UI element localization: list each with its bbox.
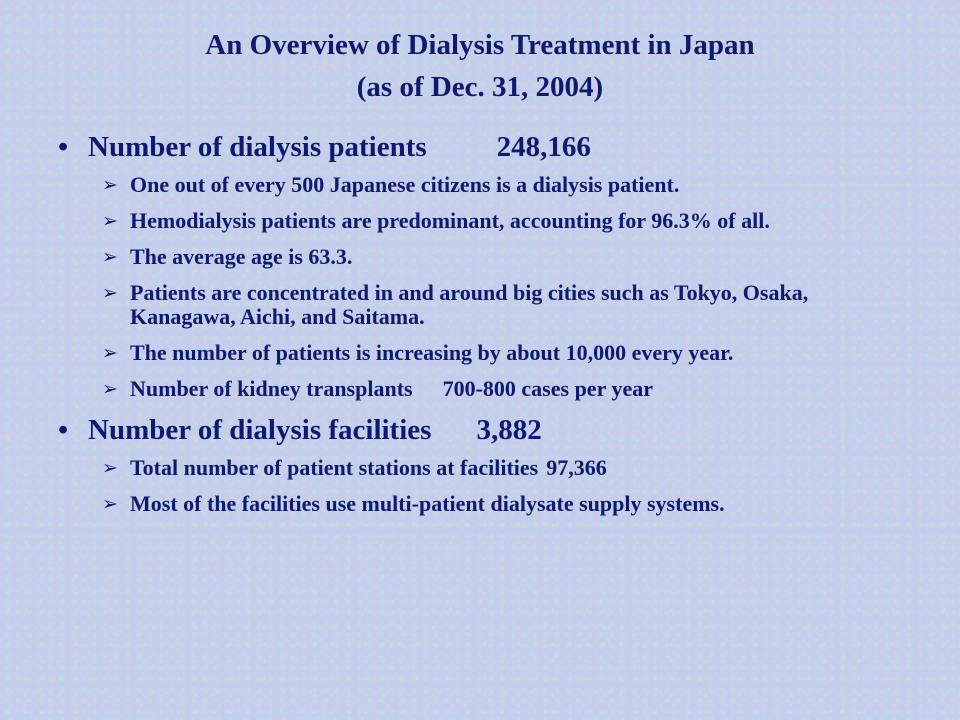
slide-content <box>58 130 918 528</box>
sub-bullet <box>58 209 918 233</box>
bullet-value: 3,882 <box>476 414 542 446</box>
sub-bullet <box>58 173 918 197</box>
sub-bullet-text: Most of the facilities use multi-patient dialysate supply systems. <box>130 491 725 516</box>
bullet-dialysis-facilities <box>58 413 918 447</box>
arrow-bullet-icon: ➢ <box>102 246 118 268</box>
sub-bullet-value: 97,366 <box>546 455 607 480</box>
arrow-bullet-icon: ➢ <box>102 342 118 364</box>
sub-bullet-text: One out of every 500 Japanese citizens is a dialysis patient. <box>130 172 680 197</box>
title-line-2: (as of Dec. 31, 2004) <box>356 71 604 103</box>
sub-bullet-text: The average age is 63.3. <box>130 244 353 269</box>
arrow-bullet-icon: ➢ <box>102 378 118 400</box>
sub-bullet <box>58 492 918 516</box>
sub-bullet-label: Total number of patient stations at facilities <box>130 455 539 480</box>
sub-bullet <box>58 281 918 329</box>
sub-bullet-patient-stations <box>58 456 918 480</box>
bullet-label: Number of dialysis patients <box>88 131 427 163</box>
arrow-bullet-icon: ➢ <box>102 174 118 196</box>
sub-bullet-text: Hemodialysis patients are predominant, accounting for 96.3% of all. <box>130 208 770 233</box>
bullet-icon: • <box>58 131 69 163</box>
sub-bullet <box>58 341 918 365</box>
bullet-value: 248,166 <box>496 131 591 163</box>
bullet-label: Number of dialysis facilities <box>88 414 432 446</box>
bullet-dialysis-patients <box>58 130 918 164</box>
sub-bullet <box>58 245 918 269</box>
bullet-icon: • <box>58 414 69 446</box>
arrow-bullet-icon: ➢ <box>102 210 118 232</box>
title-line-1: An Overview of Dialysis Treatment in Japan <box>205 29 755 61</box>
sub-bullet-kidney-transplants <box>58 377 918 401</box>
arrow-bullet-icon: ➢ <box>102 457 118 479</box>
arrow-bullet-icon: ➢ <box>102 282 118 304</box>
sub-bullet-label: Number of kidney transplants <box>130 376 413 401</box>
sub-bullet-text: Patients are concentrated in and around big cities such as Tokyo, Osaka, Kanagawa, Aichi, and Saitama. <box>130 280 809 329</box>
slide-title <box>60 24 900 108</box>
sub-bullet-text: The number of patients is increasing by about 10,000 every year. <box>130 340 734 365</box>
arrow-bullet-icon: ➢ <box>102 493 118 515</box>
sub-bullet-value: 700-800 cases per year <box>442 376 653 401</box>
